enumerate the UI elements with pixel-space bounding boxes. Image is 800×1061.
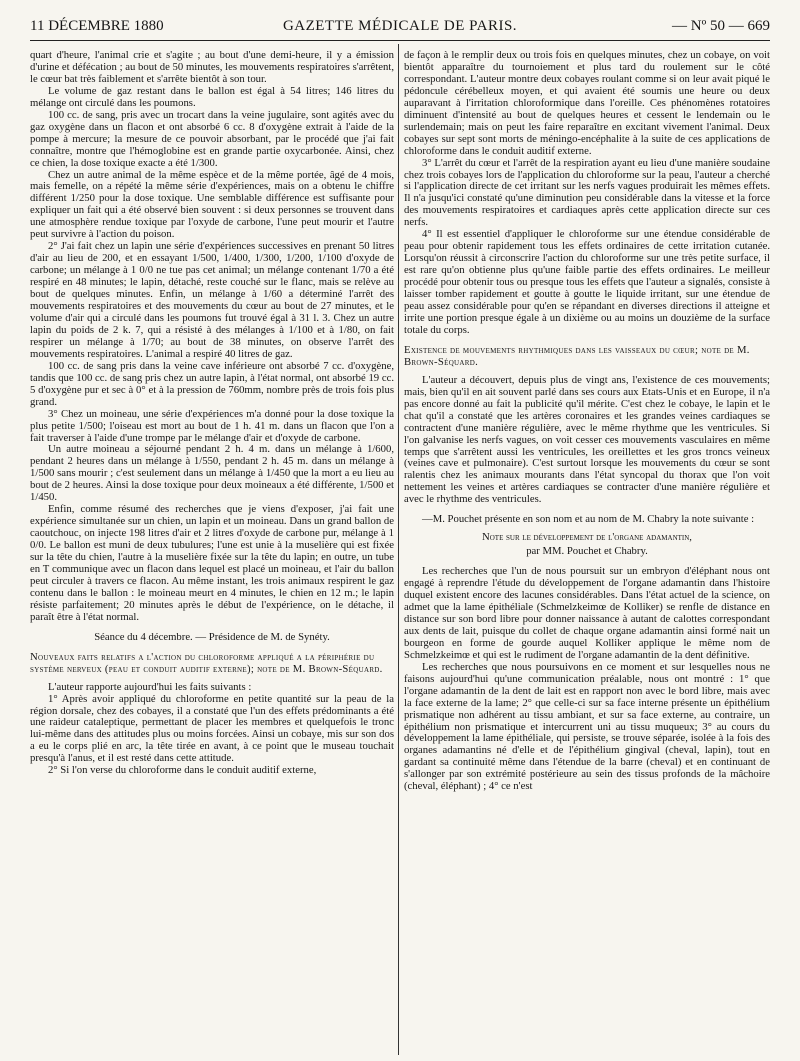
note-title: Note sur le développement de l'organe adamantin, (482, 531, 692, 544)
section-title: Existence de mouvements rhythmiques dans les vaisseaux du cœur; note de M. Brown-Séquard. (404, 343, 750, 368)
paragraph: Les recherches que nous poursuivons en ce moment et sur lesquelles nous ne faisons aujourd'hui qu'une communication préalable, nous ont montré : 1° que l'organe adamantin de la dent de lait est en rapport non avec le bord libre, mais avec la face externe de la lame; 2° que celle-ci sur sa face interne présente un épithélium prismatique non adhérent au tissu ambiant, et sur sa face externe, au contraire, un épithélium non prismatique et intercurrent uni au tissu muqueux; 3° au cours du développement la lame épithéliale, qui persiste, se trouve séparée, isolée à la fois des organes adamantins né d'elle et de l'épithélium gingival (cheval, lapin), tout en gardant sa continuité même dans l'étendue de la barre (cheval) et en continuant de s'allonger par son extrémité postérieure au sein des tissus profonds de la mâchoire (cheval, éléphant) ; 4° ce n'est (404, 660, 770, 793)
paragraph: Un autre moineau a séjourné pendant 2 h. 4 m. dans un mélange à 1/600, pendant 2 heures dans un mélange à 1/550, pendant 2 h. 45 m. dans un mélange à 1/500 sans mourir ; c'est seulement dans un mélange à 1/450 que la mort a eu lieu au bout de 2 heures. Ainsi la dose toxique pour deux moineaux a été différente, 1/500 et 1/450. (30, 443, 394, 504)
paragraph: 1° Après avoir appliqué du chloroforme en petite quantité sur la peau de la région dorsale, chez des cobayes, il a constaté que l'un des effets prédominants a été une raideur cataleptique, permettant de placer les membres et quelquefois le tronc lui-même dans des attitudes plus ou moins forcées. Ainsi un cobaye, mis sur son dos a eu le corps plié en arc, la tête tirée en avant, à ce point que le museau touchait presqu'à l'anus, et il est resté dans cette attitude. (30, 692, 394, 765)
paragraph: Enfin, comme résumé des recherches que je viens d'exposer, j'ai fait une expérience simultanée sur un chien, un lapin et un moineau. Dans un grand ballon de caoutchouc, on injecte 198 litres d'air et 2 litres d'oxyde de carbone pur, mélange à 1 0/0. Le ballon est muni de deux tubulures; l'une est unie à la muselière qui est fixée sur la tête du chien, l'autre à la muselière fixée sur la tête du lapin; en outre, un tube en T communique avec un flacon dans lequel est placé un moineau, et l'air du ballon peut circuler à travers ce flacon. Au même instant, les trois animaux respirent le gaz contenu dans le ballon : le moineau meurt en 4 minutes, le chien en 12 m.; le lapin résiste parfaitement; 20 minutes après le début de l'expérience, on le détache, il paraît être à l'état normal. (30, 503, 394, 623)
paragraph: L'auteur a découvert, depuis plus de vingt ans, l'existence de ces mouvements; mais, bien qu'il en ait souvent parlé dans ses cours aux Etats-Unis et en Europe, il n'a pas encore donné au fait la publicité qu'il mérite. C'est chez le cobaye, le lapin et le chat qu'il a constaté que les artères coronaires et les grandes veines cardiaques se contractent d'une manière régulière, avec le même rhythme que les ventricules. Si l'on galvanise les nerfs vagues, on voit cesser ces mouvements vasculaires en même temps que s'arrêtent aussi les ventricules, les oreillettes et les gros troncs veineux (veines cave et pulmonaire). C'est surtout lorsque les mouvements du cœur se sont ralentis chez les animaux mourants dans l'état syncopal du thorax que l'on voit nettement les veines et artères cardiaques se contracter d'une manière régulière et avec le rhythme des ventricules. (404, 373, 770, 506)
session-line: Séance du 4 décembre. — Présidence de M. de Synéty. (94, 630, 330, 643)
page-header (30, 14, 770, 40)
note-authors: par MM. Pouchet et Chabry. (526, 545, 648, 558)
paragraph: 100 cc. de sang pris dans la veine cave inférieure ont absorbé 7 cc. d'oxygène, tandis que 100 cc. de sang pris chez un autre lapin, à l'état normal, ont absorbé 19 cc. 5 d'oxygène pur et sec à 0° et à la pression de 760mm, nombre près de trois fois plus grand. (30, 359, 394, 408)
right-column (404, 50, 770, 1058)
paragraph: Les recherches que l'un de nous poursuit sur un embryon d'éléphant nous ont engagé à reprendre l'étude du développement de l'organe adamantin dans l'histoire duquel existent encore des lacunes considérables. Dans l'état actuel de la science, on admet que la lame épithéliale (Schmelzkeimœ de Kolliker) se renfle de distance en distance sur son bord libre pour donner naissance à autant de calottes correspondant aux dents de lait, puisque du collet de chaque organe adamantin ainsi formé nait un bourgeon en forme de gourde auquel Kolliker applique le même nom de Schmelzkeimœ et qui est le rudiment de l'organe adamantin de la dent définitive. (404, 565, 770, 661)
paragraph: 4° Il est essentiel d'appliquer le chloroforme sur une étendue considérable de peau pour obtenir rapidement tous les effets ordinaires de cette irritation cutanée. Lorsqu'on réussit à circonscrire l'action du chloroforme sur une très petite surface, il est rare qu'on obtienne plus qu'une faible partie des effets ordinaires. Le meilleur procédé pour obtenir tous ou presque tous les effets que l'auteur a signalés, consiste à laisser tomber rapidement et goutte à goutte le liquide irritant, sur une étendue de peau assez considérable pour qu'en se répandant en diverses directions il atteigne et irrite une portion presque égale à un dixième ou au moins un douzième de la surface totale du corps. (404, 228, 770, 336)
left-column (30, 50, 394, 1058)
paragraph: Chez un autre animal de la même espèce et de la même portée, âgé de 4 mois, mais femelle, on a répété la même série d'expériences, mais on a obtenu le chiffre différent 1/250 pour la dose toxique. Une semblable différence est suffisante pour expliquer un fait qui a été observé bien souvent : si deux personnes se trouvent dans une atmosphère rendue toxique par l'oxyde de carbone, l'une peut mourir et l'autre peut survivre à l'action du poison. (30, 168, 394, 241)
paragraph: 2° J'ai fait chez un lapin une série d'expériences successives en prenant 50 litres d'air au lieu de 200, et en essayant 1/500, 1/400, 1/300, 1/200, 1/100 d'oxyde de carbone; un mélange à 1 0/0 ne tue pas cet animal; un mélange contenant 1/70 a été respiré en 48 minutes; le lapin, détaché, reste couché sur le flanc, mais se relève au bout de quelques minutes. Enfin, un mélange à 1/60 a déterminé l'arrêt des mouvements respiratoires et des mouvements du cœur au bout de 27 minutes, et le volume d'air qui a circulé dans les poumons fut trouvé égal à 31 l. 3. Chez un autre lapin du poids de 2 k. 7, qui a résisté à des mélanges à 1/100 et à 1/80, on fait respirer un mélange à 1/70; au bout de 38 minutes, on observe l'arrêt des mouvements respiratoires. L'animal a respiré 40 litres de gaz. (30, 240, 394, 360)
paragraph: —M. Pouchet présente en son nom et au nom de M. Chabry la note suivante : (422, 513, 755, 526)
header-issue-page: — Nº 50 — 669 (672, 18, 770, 34)
paragraph: 2° Si l'on verse du chloroforme dans le conduit auditif externe, (48, 764, 317, 777)
header-date: 11 DÉCEMBRE 1880 (30, 18, 164, 34)
paragraph: 3° Chez un moineau, une série d'expériences m'a donné pour la dose toxique la plus petite 1/500; l'oiseau est mort au bout de 1 h. 41 m. dans un flacon que l'on a fait traverser à l'aide d'une trompe par le mélange d'air et d'oxyde de carbone. (30, 407, 394, 444)
section-title: Nouveaux faits relatifs a l'action du chloroforme appliqué a la périphérie du système nerveux (peau et conduit auditif externe); note de M. Brown-Séquard. (30, 650, 383, 675)
paragraph: 100 cc. de sang, pris avec un trocart dans la veine jugulaire, sont agités avec du gaz oxygène dans un flacon et ont absorbé 6 cc. 8 d'oxygène extrait à l'aide de la pompe à mercure; la mesure de ce pouvoir absorbant, par le procédé que j'ai fait connaître, montre que l'hémoglobine est en grande partie oxycarbonée. Ainsi, chez ce chien, la dose toxique exacte a été 1/300. (30, 108, 394, 169)
paragraph: Le volume de gaz restant dans le ballon est égal à 54 litres; 146 litres du mélange ont circulé dans les poumons. (30, 84, 394, 109)
paragraph: quart d'heure, l'animal crie et s'agite ; au bout d'une demi-heure, il y a émission d'urine et défécation ; au bout de 50 minutes, les mouvements respiratoires s'arrêtent, le cœur bat très faiblement et s'arrête bientôt à son tour. (30, 50, 394, 85)
header-rule (30, 40, 770, 41)
column-divider (398, 44, 399, 1055)
paragraph: L'auteur rapporte aujourd'hui les faits suivants : (48, 680, 252, 693)
paragraph: 3° L'arrêt du cœur et l'arrêt de la respiration ayant eu lieu d'une manière soudaine chez trois cobayes lors de l'application du chloroforme sur la peau, l'auteur a cherché si l'application directe de cet irritant sur les nerfs vagues produirait les mêmes effets. Il n'a jusqu'ici constaté qu'une diminution peu considérable dans la vitesse et la force des mouvements respiratoires et cardiaques après cette application directe sur ces nerfs. (404, 156, 770, 229)
paragraph: de façon à le remplir deux ou trois fois en quelques minutes, chez un cobaye, on voit bientôt apparaître du tournoiement et plus tard du roulement sur le côté correspondant. L'auteur montre deux cobayes roulant comme si on leur avait piqué le pédoncule cérébelleux moyen, et qui avaient été soumis une heure ou deux auparavant à l'irritation chloroformique dans l'oreille. Ces phénomènes rotatoires diminuent d'intensité au bout de quelques heures et cessent le lendemain ou le surlendemain; mais on peut les faire reparaître en excitant vivement l'animal. Deux cobayes sur sept sont morts de méningo-encéphalite à la suite de ces applications de chloroforme dans le conduit auditif externe. (404, 50, 770, 157)
header-journal-title: GAZETTE MÉDICALE DE PARIS. (282, 18, 518, 34)
